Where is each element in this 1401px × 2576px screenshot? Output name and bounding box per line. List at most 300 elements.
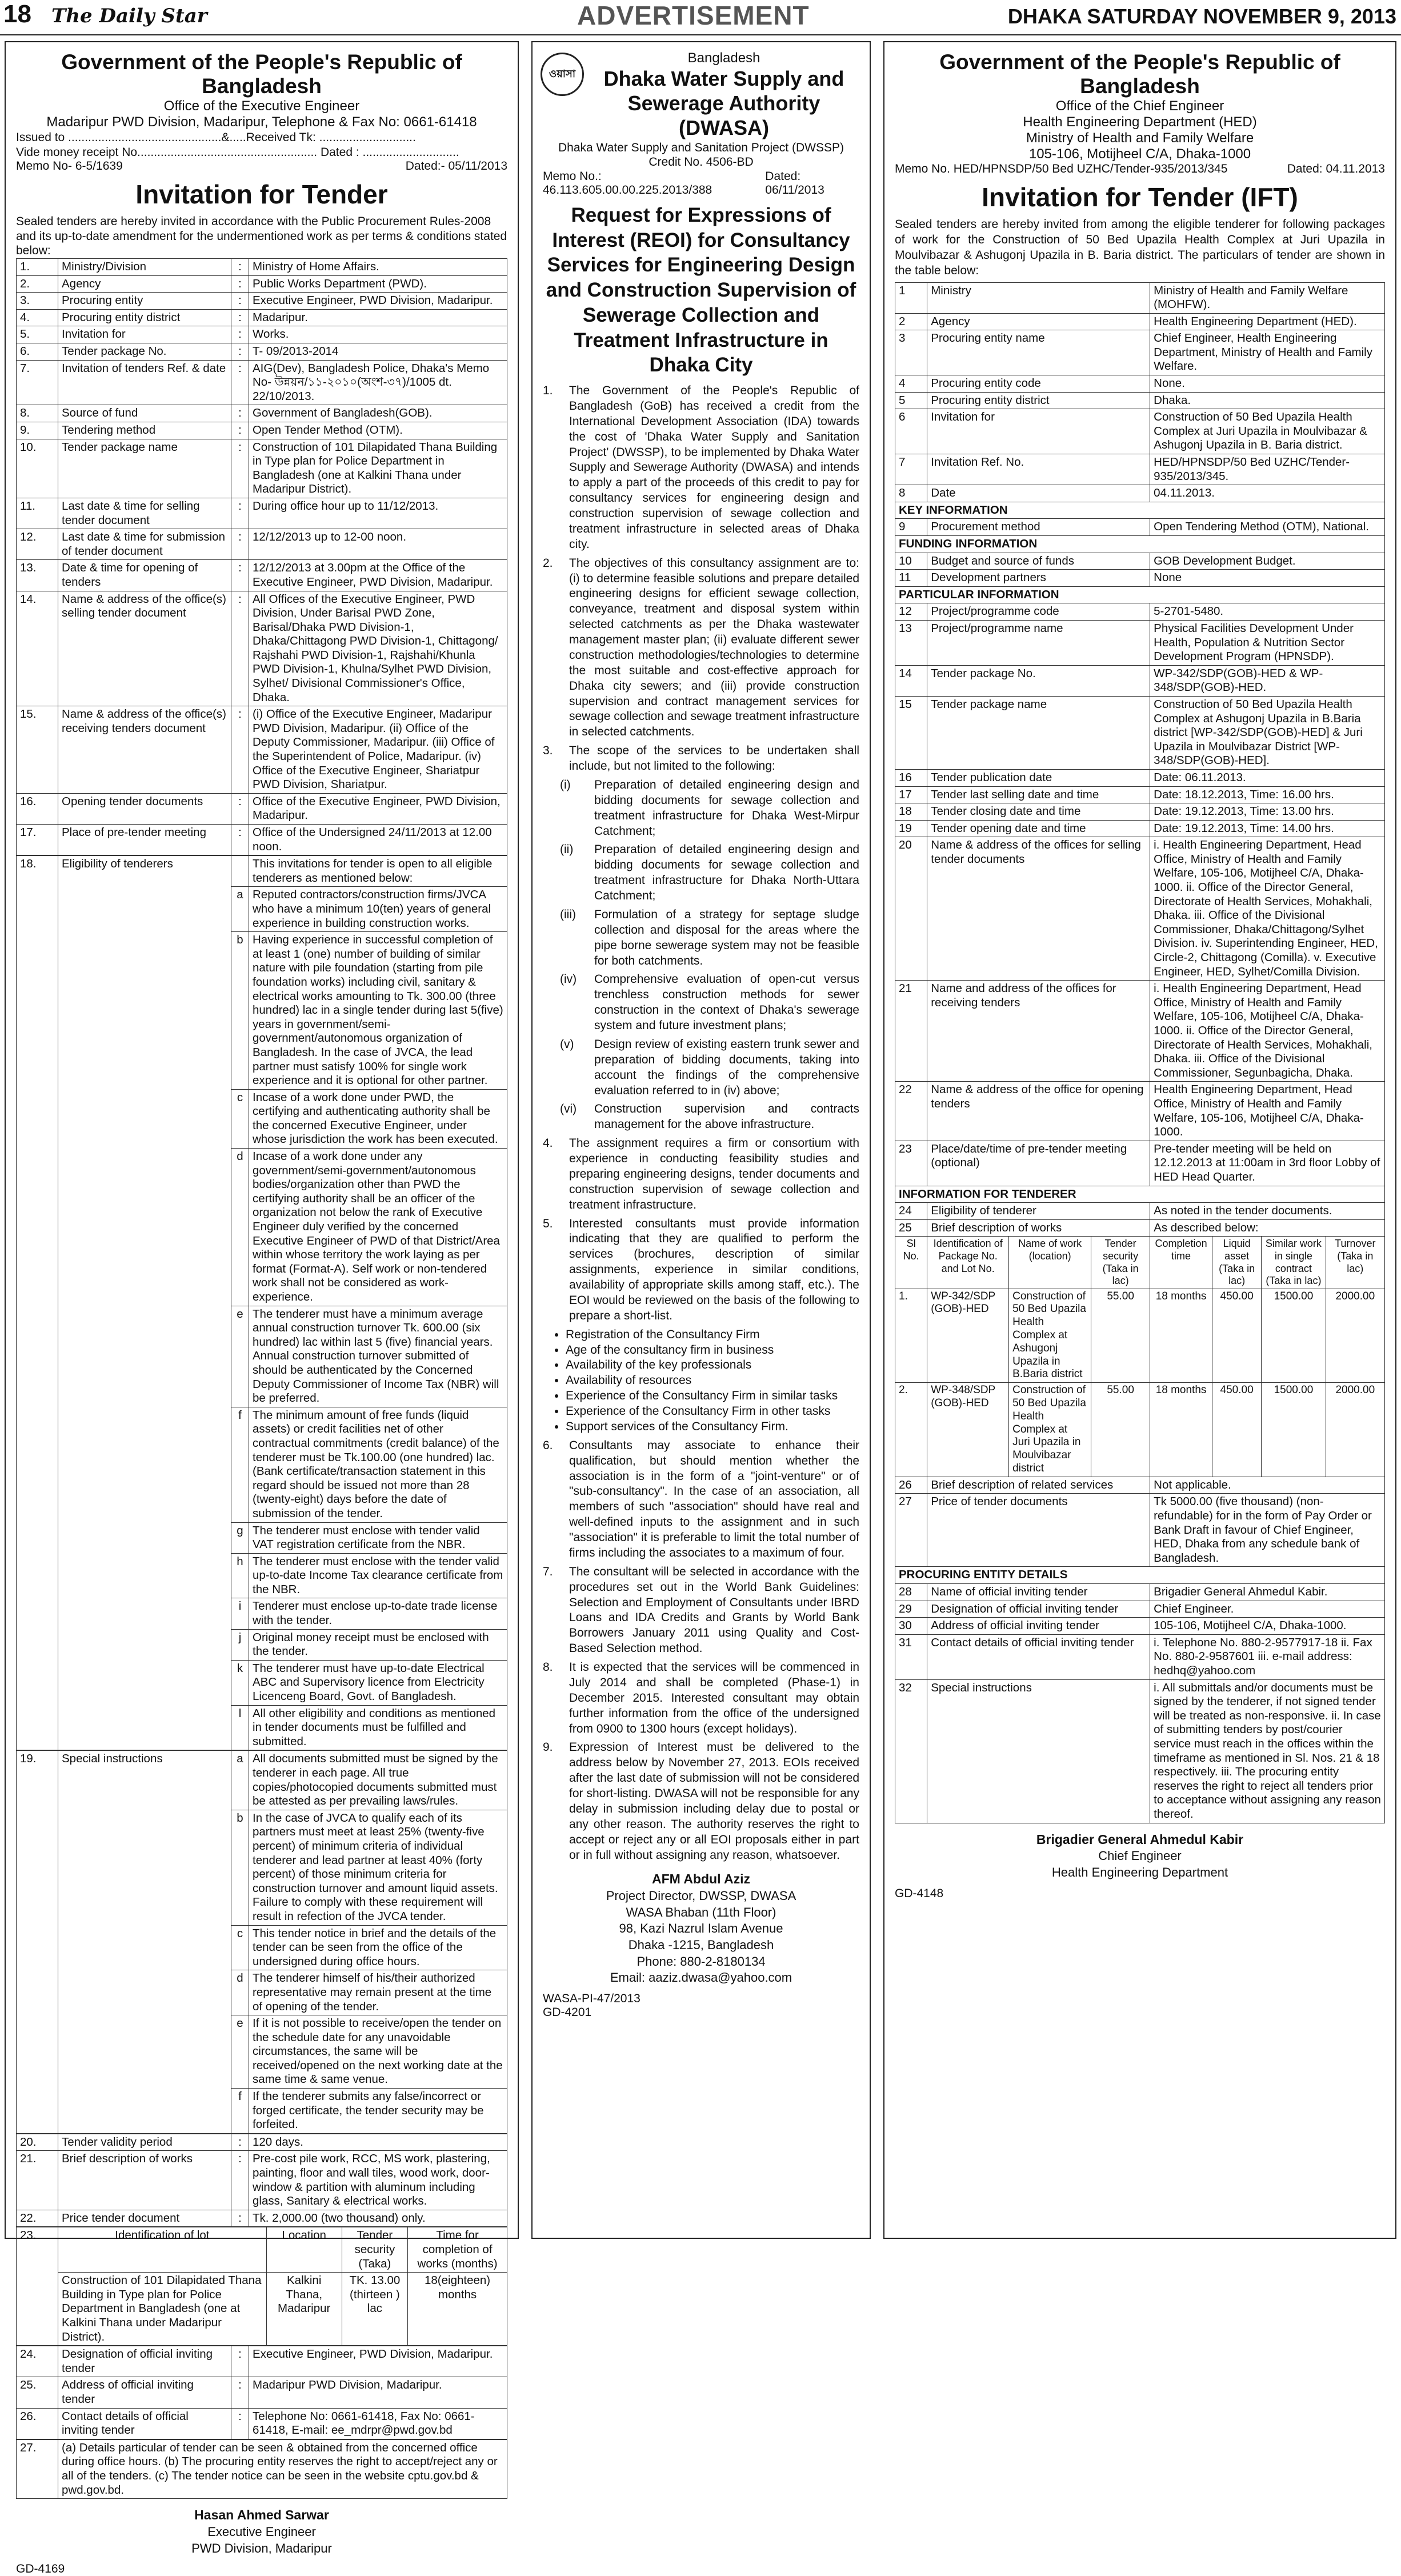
table-row xyxy=(895,454,1385,485)
item-letter: b xyxy=(231,932,249,1090)
table-row xyxy=(895,981,1385,1082)
bullet-item: • Support services of the Consultancy Firm. xyxy=(566,1419,859,1435)
row-value: None xyxy=(1150,570,1385,587)
row-number: 1. xyxy=(17,259,58,276)
section-header: KEY INFORMATION xyxy=(895,502,1385,519)
lot-header: Location xyxy=(266,2227,342,2273)
signature-line: WASA Bhaban (11th Floor) xyxy=(626,1905,776,1919)
lot-header: Similar work in single contract (Taka in lac) xyxy=(1262,1237,1326,1289)
lot-cell: Construction of 50 Bed Upazila Health Complex at Juri Upazila in Moulvibazar district xyxy=(1009,1383,1091,1477)
dwasa-logo: ওয়াসা xyxy=(541,53,584,96)
row-number: 20 xyxy=(895,837,927,981)
signatory-name: Brigadier General Ahmedul Kabir xyxy=(1036,1831,1244,1847)
row-separator: : xyxy=(231,2210,249,2227)
row-separator: : xyxy=(231,439,249,498)
lot-cell: 2000.00 xyxy=(1326,1383,1384,1477)
row-number: 15. xyxy=(17,706,58,794)
signature-line: AFM Abdul Aziz xyxy=(651,1871,751,1887)
lot-cell: 450.00 xyxy=(1212,1383,1261,1477)
item-letter: d xyxy=(231,1149,249,1306)
item-letter: b xyxy=(231,1810,249,1925)
row-separator: : xyxy=(231,706,249,794)
signatory-name: Hasan Ahmed Sarwar xyxy=(194,2507,329,2523)
row-label: Name & address of the office(s) receiving tenders document xyxy=(58,706,231,794)
notes-table xyxy=(16,2439,507,2499)
row-value: Construction of 50 Bed Upazila Health Complex at Juri Upazila in Moulvibazar & Ashugonj Upazila in B. Baria district. xyxy=(1150,409,1385,454)
row-value: Office of the Executive Engineer, PWD Division, Madaripur. xyxy=(249,793,507,824)
row-number: 2. xyxy=(17,275,58,293)
row-value: i. All submittals and/or documents must be signed by the tenderer, if not signed tender will be treated as non-responsive. ii. In case of submitting tenders by post/courier service must reach in the offices within the timeframe as mentioned in Sl. Nos. 21 & 18 respectively. iii. The procuring entity reserves the right to reject all tenders prior to acceptance without assigning any reason thereof. xyxy=(1150,1679,1385,1823)
item-text: If the tenderer submits any false/incorrect or forged certificate, the tender security may be forfeited. xyxy=(249,2089,507,2134)
row-label: Place of pre-tender meeting xyxy=(58,825,231,855)
item-text: All other eligibility and conditions as mentioned in tender documents must be fulfilled and submitted. xyxy=(249,1705,507,1750)
signature-line: Project Director, DWSSP, DWASA xyxy=(606,1889,796,1903)
memo-no: Memo No- 6-5/1639 xyxy=(16,159,123,173)
row-value: Executive Engineer, PWD Division, Madaripur. xyxy=(249,2346,507,2377)
row-label: Brief description of works xyxy=(58,2151,231,2210)
page-number: 18 xyxy=(3,0,31,28)
row-separator: : xyxy=(231,326,249,343)
division-line: Madaripur PWD Division, Madaripur, Telephone & Fax No: 0661-61418 xyxy=(46,114,477,130)
row-number: 9 xyxy=(895,519,927,536)
memo-no: Memo No.: 46.113.605.00.00.225.2013/388 xyxy=(543,169,712,197)
row-value: Date: 19.12.2013, Time: 14.00 hrs. xyxy=(1150,820,1385,837)
row-number: 19. xyxy=(17,1751,58,2133)
notice-heading: Invitation for Tender (IFT) xyxy=(982,182,1298,212)
row-number: 24 xyxy=(895,1203,927,1220)
special-instructions-table xyxy=(16,1750,507,2133)
row-label: Procuring entity district xyxy=(58,309,231,326)
row-value: 120 days. xyxy=(249,2134,507,2151)
row-label: Last date & time for selling tender document xyxy=(58,498,231,529)
table-row xyxy=(17,2210,507,2227)
row-separator: : xyxy=(231,422,249,439)
lot-header: Name of work (location) xyxy=(1009,1237,1091,1289)
row-label: Tender last selling date and time xyxy=(927,786,1150,803)
row-label: Tender package No. xyxy=(927,665,1150,696)
table-row xyxy=(17,706,507,794)
row-number: 16. xyxy=(17,793,58,824)
row-number: 13. xyxy=(17,560,58,591)
table-row xyxy=(895,786,1385,803)
para-7: The consultant will be selected in accordance with the procedures set out in the World Bank Guidelines: Selection and Employment of Consultants under IBRD Loans and IDA Credits and Grants by World Bank Borrowers January 2011 using Quality and Cost-Based Selection method. xyxy=(569,1565,859,1655)
row-value: Health Engineering Department, Head Office, Ministry of Health and Family Welfare, 105-106, Motijheel C/A, Dhaka-1000. xyxy=(1150,1082,1385,1141)
row-value: As noted in the tender documents. xyxy=(1150,1203,1385,1220)
row-number: 12. xyxy=(17,529,58,560)
lot-cell: TK. 13.00 (thirteen ) lac xyxy=(342,2273,408,2346)
item-text: Tenderer must enclose up-to-date trade license with the tender. xyxy=(249,1598,507,1629)
row-value: Date: 18.12.2013, Time: 16.00 hrs. xyxy=(1150,786,1385,803)
row-number: 13 xyxy=(895,620,927,665)
table-row xyxy=(895,603,1385,621)
bullet-item: • Registration of the Consultancy Firm xyxy=(566,1327,859,1343)
row-value: All Offices of the Executive Engineer, PWD Division, Under Barisal PWD Zone, Barisal/Dhaka PWD Division-1, Dhaka/Chittagong PWD Division-1, Chittagong/ Rajshahi PWD Division-1, Rajshahi/Khunla PWD Division-1, Khulna/Sylhet PWD Division, Sylhet/ Divisional Commissioner's Office, Dhaka. xyxy=(249,591,507,706)
bullet-item: • Age of the consultancy firm in business xyxy=(566,1343,859,1358)
item-number: (iii) xyxy=(560,907,576,921)
row-number: 3 xyxy=(895,330,927,375)
row-number: 22. xyxy=(17,2210,58,2227)
notice-heading: Invitation for Tender xyxy=(135,179,388,210)
table-row xyxy=(17,856,507,887)
row-label: Eligibility of tenderer xyxy=(927,1203,1150,1220)
row-label: Tender validity period xyxy=(58,2134,231,2151)
row-separator: : xyxy=(231,360,249,405)
row-value: i. Telephone No. 880-2-9577917-18 ii. Fax No. 880-2-9587601 iii. e-mail address: hedhq@yahoo.com xyxy=(1150,1634,1385,1679)
table-row xyxy=(17,326,507,343)
row-number: 18 xyxy=(895,803,927,821)
row-label: Invitation for xyxy=(58,326,231,343)
table-row xyxy=(17,560,507,591)
tender-table-2 xyxy=(16,2134,507,2227)
row-number: 7 xyxy=(895,454,927,485)
row-separator: : xyxy=(231,591,249,706)
table-row xyxy=(895,1634,1385,1679)
item-number: (i) xyxy=(560,778,571,791)
signature-block xyxy=(895,1831,1385,1881)
row-number: 25 xyxy=(895,1219,927,1237)
row-label: Procuring entity xyxy=(58,293,231,310)
tender-table-3 xyxy=(16,2346,507,2439)
row-value: i. Health Engineering Department, Head Office, Ministry of Health and Family Welfare, 105-106, Motijheel C/A, Dhaka-1000. ii. Office of the Director General, Directorate of Health Services, Mohakhali, Dhaka. iii. Office of the Divisional Commissioner, Dhaka/Chittagong/Sylhet Division. iv. Superintending Engineer, HED, Circle-2, Chittagong (Comilla). v. Executive Engineer, HED, Sylhet/Comilla Division. xyxy=(1150,837,1385,981)
row-value: Construction of 50 Bed Upazila Health Complex at Ashugonj Upazila in B.Baria district [WP-342/SDP(GOB)-HED] & Juri Upazila in Moulvibazar District [WP-348/SDP(GOB)-HED]. xyxy=(1150,696,1385,769)
row-separator: : xyxy=(231,2377,249,2408)
row-value: Telephone No: 0661-61418, Fax No: 0661-61418, E-mail: ee_mdrpr@pwd.gov.bd xyxy=(249,2408,507,2439)
table-row xyxy=(17,2134,507,2151)
table-row xyxy=(17,529,507,560)
table-row xyxy=(895,1082,1385,1141)
table-row xyxy=(17,360,507,405)
row-number: 11 xyxy=(895,570,927,587)
row-value: Public Works Department (PWD). xyxy=(249,275,507,293)
table-row xyxy=(895,1203,1385,1220)
row-label: Tender package No. xyxy=(58,343,231,361)
row-label: Procuring entity district xyxy=(927,392,1150,409)
row-value: HED/HPNSDP/50 Bed UZHC/Tender-935/2013/345. xyxy=(1150,454,1385,485)
signatory-role: Chief Engineer xyxy=(1098,1849,1182,1863)
row-label: Invitation Ref. No. xyxy=(927,454,1150,485)
row-value: Date: 06.11.2013. xyxy=(1150,769,1385,786)
row-label: Ministry/Division xyxy=(58,259,231,276)
row-value: Pre-cost pile work, RCC, MS work, plastering, painting, floor and wall tiles, wood work, door-window & partition with aluminum including glass, Sanitary & electrical works. xyxy=(249,2151,507,2210)
signature-line: Dhaka -1215, Bangladesh xyxy=(628,1938,774,1953)
signatory-role: Executive Engineer xyxy=(207,2525,316,2539)
row-number: 32 xyxy=(895,1679,927,1823)
row-value: Pre-tender meeting will be held on 12.12.2013 at 11:00am in 3rd floor Lobby of HED Head Quarter. xyxy=(1150,1141,1385,1186)
list-item xyxy=(560,778,859,839)
table-row xyxy=(17,439,507,498)
item-letter: g xyxy=(231,1522,249,1553)
row-value: Ministry of Home Affairs. xyxy=(249,259,507,276)
table-row xyxy=(17,591,507,706)
row-label: Place/date/time of pre-tender meeting (optional) xyxy=(927,1141,1150,1186)
lot-header: Turnover (Taka in lac) xyxy=(1326,1237,1384,1289)
table-row xyxy=(895,1618,1385,1635)
row-value: 04.11.2013. xyxy=(1150,485,1385,502)
row-value: Office of the Undersigned 24/11/2013 at 12.00 noon. xyxy=(249,825,507,855)
row-number: 6 xyxy=(895,409,927,454)
row-number: 17 xyxy=(895,786,927,803)
row-value: Ministry of Health and Family Welfare (MOHFW). xyxy=(1150,282,1385,313)
item-text: Comprehensive evaluation of open-cut versus trenchless construction methods for sewer construction in the context of Dhaka's sewerage system and future investment plans; xyxy=(594,973,859,1033)
row-separator: : xyxy=(231,2408,249,2439)
vide-line: Vide money receipt No...................................................... Dated : ............................. xyxy=(16,145,459,159)
row-number: 24. xyxy=(17,2346,58,2377)
bullet-item: • Availability of the key professionals xyxy=(566,1358,859,1373)
row-label: Name of official inviting tender xyxy=(927,1584,1150,1601)
para-5: Interested consultants must provide information indicating that they are qualified to perform the services (brochures, description of similar assignments, experience in similar conditions, availability of appropriate skills among staff, etc.). The EOI would be reviewed on the basis of the following to prepare a short-list. xyxy=(569,1217,859,1322)
memo-date: Dated:- 05/11/2013 xyxy=(405,159,507,173)
table-row xyxy=(895,392,1385,409)
gov-title: Government of the People's Republic of Bangladesh xyxy=(939,50,1340,98)
row-number: 7. xyxy=(17,360,58,405)
row-label: Designation of official inviting tender xyxy=(927,1601,1150,1618)
para-9: Expression of Interest must be delivered to the address below by November 27, 2013. EOIs received after the last date of submission will not be considered for short-listing. DWASA will not be responsible for any delay in submission including delay due to postal or any other reason. The authority reserves the right to accept or reject any or all EOI proposals either in part or in full without assigning any reason, whatsoever. xyxy=(569,1741,859,1862)
row-label: Ministry xyxy=(927,282,1150,313)
item-letter: d xyxy=(231,1970,249,2015)
table-row xyxy=(17,793,507,824)
row-separator: : xyxy=(231,2151,249,2210)
row-label: Brief description of works xyxy=(927,1219,1150,1237)
project-name: Dhaka Water Supply and Sanitation Project (DWSSP) xyxy=(558,141,844,154)
row-number: 11. xyxy=(17,498,58,529)
bullet-item: • Availability of resources xyxy=(566,1373,859,1389)
eligibility-table xyxy=(16,855,507,1750)
item-text: Construction supervision and contracts management for the above infrastructure. xyxy=(594,1102,859,1131)
memo-no: Memo No. HED/HPNSDP/50 Bed UZHC/Tender-935/2013/345 xyxy=(895,162,1228,175)
row-separator: : xyxy=(231,2346,249,2377)
row-number: 3. xyxy=(17,293,58,310)
section-header: FUNDING INFORMATION xyxy=(895,536,1385,553)
lot-cell: 1. xyxy=(895,1289,927,1383)
row-label: Date & time for opening of tenders xyxy=(58,560,231,591)
signature-block xyxy=(16,2507,507,2557)
item-text: The tenderer must have up-to-date Electrical ABC and Supervisory licence from Electricity Licenceng Board, Govt. of Bangladesh. xyxy=(249,1660,507,1705)
row-value: T- 09/2013-2014 xyxy=(249,343,507,361)
table-row xyxy=(895,1584,1385,1601)
lot-cell: 2000.00 xyxy=(1326,1289,1384,1383)
row-number: 23 xyxy=(895,1141,927,1186)
row-number: 25. xyxy=(17,2377,58,2408)
item-text: The minimum amount of free funds (liquid assets) or credit facilities net of other contractual commitments (credit balance) of the tenderer must be Tk.100.00 (one hundred) lac. (Bank certificate/transaction statement in this regard should be issued not more than 28 (twenty-eight) days before the date of submission of the tender. xyxy=(249,1407,507,1522)
lot-cell: Construction of 50 Bed Upazila Health Complex at Ashugonj Upazila in B.Baria district xyxy=(1009,1289,1091,1383)
lot-header: Completion time xyxy=(1150,1237,1212,1289)
table-row xyxy=(895,696,1385,769)
row-label: Address of official inviting tender xyxy=(927,1618,1150,1635)
row-value: AIG(Dev), Bangladesh Police, Dhaka's Memo No- উন্নয়ন/১১-২০১০(অংশ-৩৭)/1005 dt. 22/10/2013. xyxy=(249,360,507,405)
ad-ref-2: GD-4201 xyxy=(543,2005,592,2019)
ministry-name: Ministry of Health and Family Welfare xyxy=(1026,130,1254,146)
row-value: Tk 5000.00 (five thousand) (non-refundable) for in the form of Pay Order or Bank Draft in favour of Chief Engineer, HED, Dhaka from any schedule bank of Bangladesh. xyxy=(1150,1494,1385,1567)
item-letter: e xyxy=(231,1306,249,1407)
table-row xyxy=(895,769,1385,786)
row-value: None. xyxy=(1150,375,1385,393)
item-letter: j xyxy=(231,1629,249,1660)
row-value: 5-2701-5480. xyxy=(1150,603,1385,621)
row-number: 28 xyxy=(895,1584,927,1601)
row-label: Procurement method xyxy=(927,519,1150,536)
row-value: 12/12/2013 up to 12-00 noon. xyxy=(249,529,507,560)
row-separator: : xyxy=(231,2134,249,2151)
table-row xyxy=(895,330,1385,375)
lot-header: Identification of lot xyxy=(58,2227,267,2273)
tender-table xyxy=(16,258,507,855)
row-number: 14. xyxy=(17,591,58,706)
credit-no: Credit No. 4506-BD xyxy=(649,155,754,169)
table-row xyxy=(17,2273,507,2346)
item-text: Preparation of detailed engineering design and bidding documents for sewage collection and treatment infrastructure for Dhaka West-Mirpur Catchment; xyxy=(594,778,859,838)
dept-name: Health Engineering Department (HED) xyxy=(1023,114,1257,130)
row-label: Opening tender documents xyxy=(58,793,231,824)
row-label: Budget and source of funds xyxy=(927,553,1150,570)
row-number: 4 xyxy=(895,375,927,393)
item-number: (iv) xyxy=(560,973,577,986)
row-label: Price of tender documents xyxy=(927,1494,1150,1567)
para-8: It is expected that the services will be commenced in July 2014 and shall be completed (Phase-1) in December 2015. Interested consultant may obtain further information from the office of the undersigned from 0900 to 1300 hours (except holidays). xyxy=(569,1661,859,1735)
row-number: 22 xyxy=(895,1082,927,1141)
row-separator: : xyxy=(231,405,249,422)
item-letter: l xyxy=(231,1705,249,1750)
table-row xyxy=(895,803,1385,821)
table-row xyxy=(895,1289,1385,1383)
row-number: 18. xyxy=(17,856,58,1750)
row-label: Tendering method xyxy=(58,422,231,439)
row-separator: : xyxy=(231,498,249,529)
item-letter: a xyxy=(231,887,249,932)
row-label: Tender closing date and time xyxy=(927,803,1150,821)
row-number: 14 xyxy=(895,665,927,696)
table-row xyxy=(17,2151,507,2210)
ad-ref: GD-4148 xyxy=(895,1886,944,1900)
lot-header: Tender security (Taka in lac) xyxy=(1091,1237,1150,1289)
signature-line: 98, Kazi Nazrul Islam Avenue xyxy=(619,1921,783,1936)
row-value: Health Engineering Department (HED). xyxy=(1150,313,1385,330)
list-item xyxy=(560,907,859,969)
table-row xyxy=(895,570,1385,587)
row-value: Construction of 101 Dilapidated Thana Building in Type plan for Police Department in Bangladesh (one at Kalkini Thana under Madaripur District). xyxy=(249,439,507,498)
table-row xyxy=(17,2377,507,2408)
row-number: 16 xyxy=(895,769,927,786)
row-value: Executive Engineer, PWD Division, Madaripur. xyxy=(249,293,507,310)
table-row xyxy=(895,820,1385,837)
item-text: Preparation of detailed engineering design and bidding documents for sewage collection and treatment infrastructure for Dhaka North-Uttara Catchment; xyxy=(594,843,859,903)
list-item xyxy=(560,842,859,904)
table-row xyxy=(895,1383,1385,1477)
row-number: 8 xyxy=(895,485,927,502)
row-label: Eligibility of tenderers xyxy=(58,856,231,1750)
section-header: PARTICULAR INFORMATION xyxy=(895,586,1385,603)
row-value: Chief Engineer, Health Engineering Department, Ministry of Health and Family Welfare. xyxy=(1150,330,1385,375)
signature-line: Email: aaziz.dwasa@yahoo.com xyxy=(610,1970,792,1985)
row-label: Brief description of related services xyxy=(927,1477,1150,1494)
item-letter: h xyxy=(231,1553,249,1598)
row-label: Tender opening date and time xyxy=(927,820,1150,837)
ift-table xyxy=(895,282,1385,1823)
notice-intro: Sealed tenders are hereby invited from among the eligible tenderer for following packages of work for the Construction of 50 Bed Upazila Health Complex at Juri Upazila in Moulvibazar & Ashugonj Upazila in B. Baria district. The particulars of tender are shown in the table below: xyxy=(895,218,1385,277)
bullet-item: • Experience of the Consultancy Firm in other tasks xyxy=(566,1404,859,1419)
row-value: Madaripur PWD Division, Madaripur. xyxy=(249,2377,507,2408)
gov-title: Government of the People's Republic of Bangladesh xyxy=(61,50,462,98)
row-value: WP-342/SDP(GOB)-HED & WP-348/SDP(GOB)-HED. xyxy=(1150,665,1385,696)
row-label: Development partners xyxy=(927,570,1150,587)
row-value: Date: 19.12.2013, Time: 13.00 hrs. xyxy=(1150,803,1385,821)
row-value: Tk. 2,000.00 (two thousand) only. xyxy=(249,2210,507,2227)
row-label: Date xyxy=(927,485,1150,502)
row-value: (i) Office of the Executive Engineer, Madaripur PWD Division, Madaripur. (ii) Office of the Deputy Commissioner, Madaripur. (iii) Office of the Superintendent of Police, Madaripur. (iv) Office of the Executive Engineer, Shariatpur PWD Division, Shariatpur. xyxy=(249,706,507,794)
row-separator: : xyxy=(231,560,249,591)
table-row xyxy=(17,1751,507,1810)
list-item xyxy=(560,972,859,1034)
item-text: The tenderer must enclose with the tender valid up-to-date Income Tax clearance certificate from the NBR. xyxy=(249,1553,507,1598)
row-value: Open Tender Method (OTM). xyxy=(249,422,507,439)
row-label: Special instructions xyxy=(927,1679,1150,1823)
table-row xyxy=(17,293,507,310)
row-separator: : xyxy=(231,529,249,560)
row-number: 5. xyxy=(17,326,58,343)
row-label: Price tender document xyxy=(58,2210,231,2227)
item-letter: k xyxy=(231,1660,249,1705)
row-value: Brigadier General Ahmedul Kabir. xyxy=(1150,1584,1385,1601)
newspaper-name: The Daily Star xyxy=(51,5,207,27)
memo-date: Dated: 04.11.2013 xyxy=(1287,162,1385,175)
table-row xyxy=(895,519,1385,536)
table-row xyxy=(17,2346,507,2377)
row-number: 23. xyxy=(17,2227,58,2346)
item-text: Incase of a work done under any government/semi-government/autonomous bodies/organization other than PWD the certifying authority shall be an officer of the organization not below the rank of Executive Engineer duly verified by the concerned Executive Engineer of PWD of that District/Area within whose territory the work laying as per format (Format-A). Self work or non-tendered work shall not be considered as work-experience. xyxy=(249,1149,507,1306)
row-label: Invitation of tenders Ref. & date xyxy=(58,360,231,405)
lot-cell: 18(eighteen) months xyxy=(408,2273,507,2346)
table-row xyxy=(895,553,1385,570)
lot-cell: 55.00 xyxy=(1091,1289,1150,1383)
item-number: (v) xyxy=(560,1037,574,1051)
para-1: The Government of the People's Republic of Bangladesh (GoB) has received a credit from the International Development Association (IDA) towards the cost of 'Dhaka Water Supply and Sanitation Project' (DWSSP), to be implemented by Dhaka Water Supply and Sewerage Authority (DWASA) and intends to apply a part of the proceeds of this credit to pay for consultancy services for engineering design and construction supervision of sewage collection and treatment infrastructure in selected areas of Dhaka city. xyxy=(569,384,859,551)
office-address: 105-106, Motijheel C/A, Dhaka-1000 xyxy=(1028,146,1251,162)
row-number: 27 xyxy=(895,1494,927,1567)
row-value: 105-106, Motijheel C/A, Dhaka-1000. xyxy=(1150,1618,1385,1635)
row-label: Source of fund xyxy=(58,405,231,422)
item-text: Having experience in successful completion of at least 1 (one) number of building of similar nature with pile foundation (starting from pile foundation works) including civil, sanitary & electrical works amounting to Tk. 300.00 (three hundred) lac in a single tender during last 5(five) years in government/semi-government/autonomous organization of Bangladesh. In the case of JVCA, the lead partner must satisfy 100% for single work experience and it is optional for other partner. xyxy=(249,932,507,1090)
office-name: Office of the Chief Engineer xyxy=(1055,98,1224,114)
table-row xyxy=(895,1219,1385,1237)
item-number: (ii) xyxy=(560,843,574,857)
table-row xyxy=(17,259,507,276)
dateline: DHAKA SATURDAY NOVEMBER 9, 2013 xyxy=(1007,5,1396,28)
row-value: Chief Engineer. xyxy=(1150,1601,1385,1618)
row-value: Physical Facilities Development Under Health, Population & Nutrition Sector Development Program (HPNSDP). xyxy=(1150,620,1385,665)
table-row xyxy=(895,409,1385,454)
row-label: Address of official inviting tender xyxy=(58,2377,231,2408)
lot-cell: WP-348/SDP (GOB)-HED xyxy=(927,1383,1009,1477)
lot-cell: 55.00 xyxy=(1091,1383,1150,1477)
row-label: Tender publication date xyxy=(927,769,1150,786)
row-number: 9. xyxy=(17,422,58,439)
item-letter: a xyxy=(231,1751,249,1810)
table-row xyxy=(895,1477,1385,1494)
row-number: 21. xyxy=(17,2151,58,2210)
table-row xyxy=(895,1494,1385,1567)
section-header: PROCURING ENTITY DETAILS xyxy=(895,1567,1385,1584)
item-text: In the case of JVCA to qualify each of its partners must meet at least 25% (twenty-five percent) of minimum criteria of individual tenderer and lead partner at least 40% (forty percent) of those minimum criteria for construction turnover and amount liquid assets. Failure to comply with these requirement will result in refection of the JVCA tender. xyxy=(249,1810,507,1925)
item-number: (vi) xyxy=(560,1102,577,1116)
lot-cell: 18 months xyxy=(1150,1289,1212,1383)
item-text: Design review of existing eastern trunk sewer and preparation of bidding documents, taking into account the findings of the comprehensive evaluation referred to in (iv) above; xyxy=(594,1037,859,1097)
table-row xyxy=(895,313,1385,330)
item-text: The tenderer himself of his/their authorized representative may remain present at the time of opening of the tender. xyxy=(249,1970,507,2015)
row-label: Invitation for xyxy=(927,409,1150,454)
item-letter xyxy=(231,856,249,887)
item-text: Formulation of a strategy for septage sludge collection and disposal for the areas where the pipe borne sewerage system may not be feasible for both catchments. xyxy=(594,907,859,967)
item-letter: c xyxy=(231,1925,249,1970)
row-number: 15 xyxy=(895,696,927,769)
